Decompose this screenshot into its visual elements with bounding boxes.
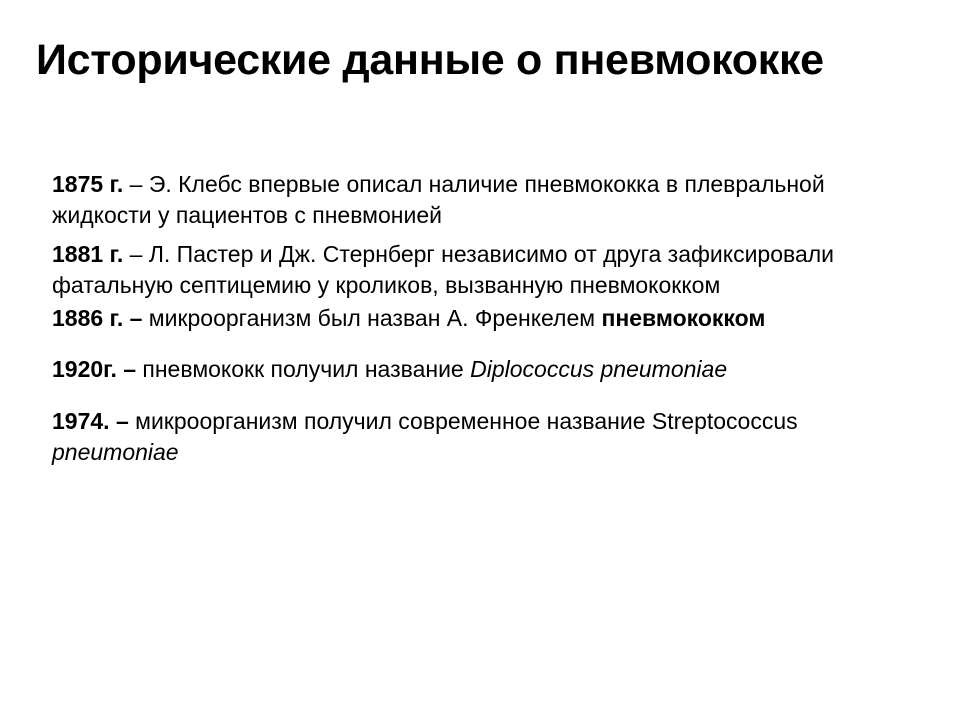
history-list	[52, 169, 912, 468]
entry-year: 1974. –	[52, 408, 129, 434]
entry-dash: –	[123, 171, 149, 197]
entry-italic: pneumoniae	[52, 439, 179, 465]
history-entry-1886	[52, 303, 912, 334]
history-entry-1974	[52, 406, 912, 468]
entry-italic: Diplococcus pneumoniae	[470, 356, 728, 382]
entry-dash: –	[123, 241, 149, 267]
entry-text: микроорганизм был назван А. Френкелем	[142, 305, 602, 331]
slide-title: Исторические данные о пневмококке	[36, 36, 824, 84]
entry-text: Э. Клебс впервые описал наличие пневмококка в плевральной жидкости у пациентов с пневмонией	[52, 171, 825, 228]
history-entry-1875	[52, 169, 912, 231]
entry-text: микроорганизм получил современное название Streptococcus	[128, 408, 798, 434]
entry-text: пневмококк получил название	[136, 356, 471, 382]
entry-year: 1875 г.	[52, 171, 124, 197]
entry-emphasis: пневмококком	[601, 305, 766, 331]
history-entry-1920	[52, 354, 912, 385]
history-entry-1881	[52, 239, 912, 301]
entry-year: 1886 г. –	[52, 305, 143, 331]
entry-year: 1881 г.	[52, 241, 124, 267]
entry-text: Л. Пастер и Дж. Стернберг независимо от друга зафиксировали фатальную септицемию у кроликов, вызванную пневмококком	[52, 241, 835, 298]
entry-year: 1920г. –	[52, 356, 137, 382]
